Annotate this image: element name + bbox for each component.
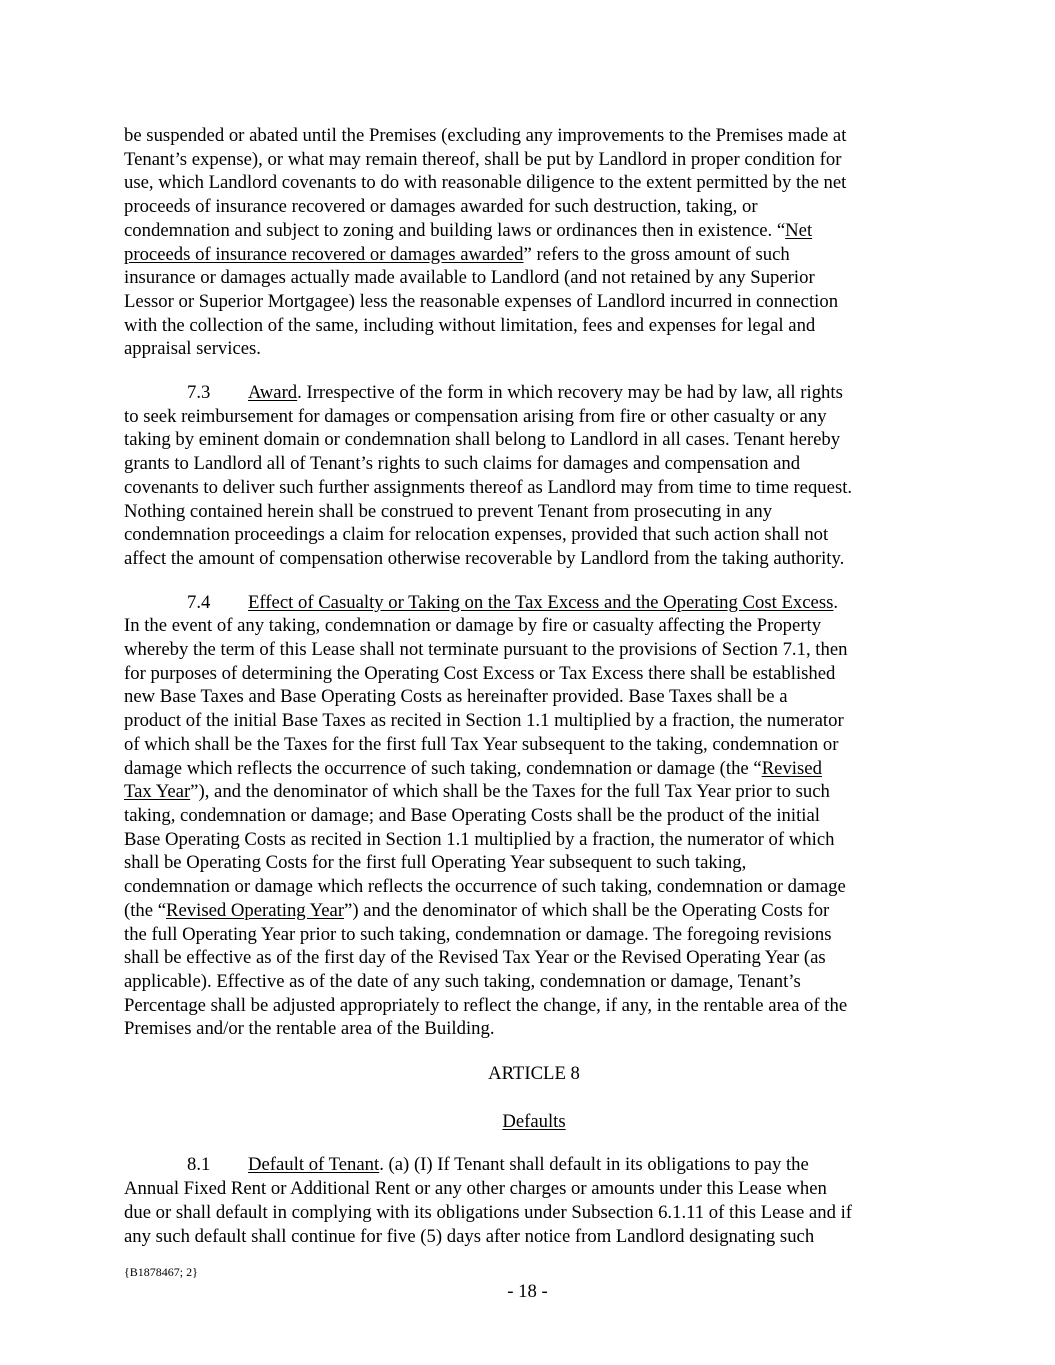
defined-term-revised-tax-year-cont: Tax Year: [124, 781, 191, 803]
document-id: {B1878467; 2}: [124, 1265, 198, 1279]
section-heading: Default of Tenant: [248, 1154, 380, 1176]
defined-term-revised-operating-year: Revised Operating Year: [166, 899, 345, 921]
defined-term-net-proceeds-cont: proceeds of insurance recovered or damages awarded: [124, 243, 524, 265]
section-heading: Effect of Casualty or Taking on the Tax Excess and the Operating Cost Excess: [248, 591, 834, 613]
section-7-4: 7.4 Effect of Casualty or Taking on the Tax Excess and the Operating Cost Excess. In the event of any taking, condemnation or damage by fire or casualty affecting the Property whereby the term of this Lease shall not terminate pursuant to the provisions of Section 7.1, then for purposes of determining the Operating Cost Excess or Tax Excess there shall be established new Base Taxes and Base Operating Costs as hereinafter provided. Base Taxes shall be a product of the initial Base Taxes as recited in Section 1.1 multiplied by a fraction, the numerator of which shall be the Taxes for the first full Tax Year subsequent to the taking, condemnation or damage which reflects the occurrence of such taking, condemnation or damage (the “Revised Tax Year”), and the denominator of which shall be the Taxes for the full Tax Year prior to such taking, condemnation or damage; and Base Operating Costs shall be the product of the initial Base Operating Costs as recited in Section 1.1 multiplied by a fraction, the numerator of which shall be Operating Costs for the first full Operating Year subsequent to such taking, condemnation or damage which reflects the occurrence of such taking, condemnation or damage (the “Revised Operating Year”) and the denominator of which shall be the Operating Costs for the full Operating Year prior to such taking, condemnation or damage. The foregoing revisions shall be effective as of the first day of the Revised Tax Year or the Revised Operating Year (as applicable). Effective as of the date of any such taking, condemnation or damage, Tenant’s Percentage shall be adjusted appropriately to reflect the change, if any, in the rentable area of the Premises and/or the rentable area of the Building.: [124, 591, 848, 1040]
section-number: 8.1: [187, 1154, 211, 1176]
article-title: Defaults: [502, 1110, 566, 1132]
page-number: - 18 -: [507, 1281, 548, 1302]
section-number: 7.4: [187, 591, 211, 613]
section-number: 7.3: [187, 382, 211, 404]
defined-term-revised-tax-year: Revised: [761, 757, 822, 779]
section-8-1: 8.1 Default of Tenant. (a) (I) If Tenant shall default in its obligations to pay the Annual Fixed Rent or Additional Rent or any other charges or amounts under this Lease when due or shall default in complying with its obligations under Subsection 6.1.11 of this Lease and if any such default shall continue for five (5) days after notice from Landlord designating such: [124, 1154, 852, 1247]
section-heading: Award: [248, 382, 298, 404]
document-body: [124, 124, 944, 1248]
section-7-3: 7.3 Award. Irrespective of the form in which recovery may be had by law, all rights to seek reimbursement for damages or compensation arising from fire or other casualty or any taking by eminent domain or condemnation shall belong to Landlord in all cases. Tenant hereby grants to Landlord all of Tenant’s rights to such claims for damages and compensation and covenants to deliver such further assignments thereof as Landlord may from time to time request. Nothing contained herein shall be construed to prevent Tenant from prosecuting in any condemnation proceedings a claim for relocation expenses, provided that such action shall not affect the amount of compensation otherwise recoverable by Landlord from the taking authority.: [124, 382, 853, 569]
article-heading: ARTICLE 8: [488, 1063, 580, 1085]
defined-term-net-proceeds: Net: [785, 219, 813, 241]
paragraph-continuation: be suspended or abated until the Premises (excluding any improvements to the Premises made at Tenant’s expense), or what may remain thereof, shall be put by Landlord in proper condition for use, which Landlord covenants to do with reasonable diligence to the extent permitted by the net proceeds of insurance recovered or damages awarded for such destruction, taking, or condemnation and subject to zoning and building laws or ordinances then in existence. “Net proceeds of insurance recovered or damages awarded” refers to the gross amount of such insurance or damages actually made available to Landlord (and not retained by any Superior Lessor or Superior Mortgagee) less the reasonable expenses of Landlord incurred in connection with the collection of the same, including without limitation, fees and expenses for legal and appraisal services.: [124, 125, 847, 360]
